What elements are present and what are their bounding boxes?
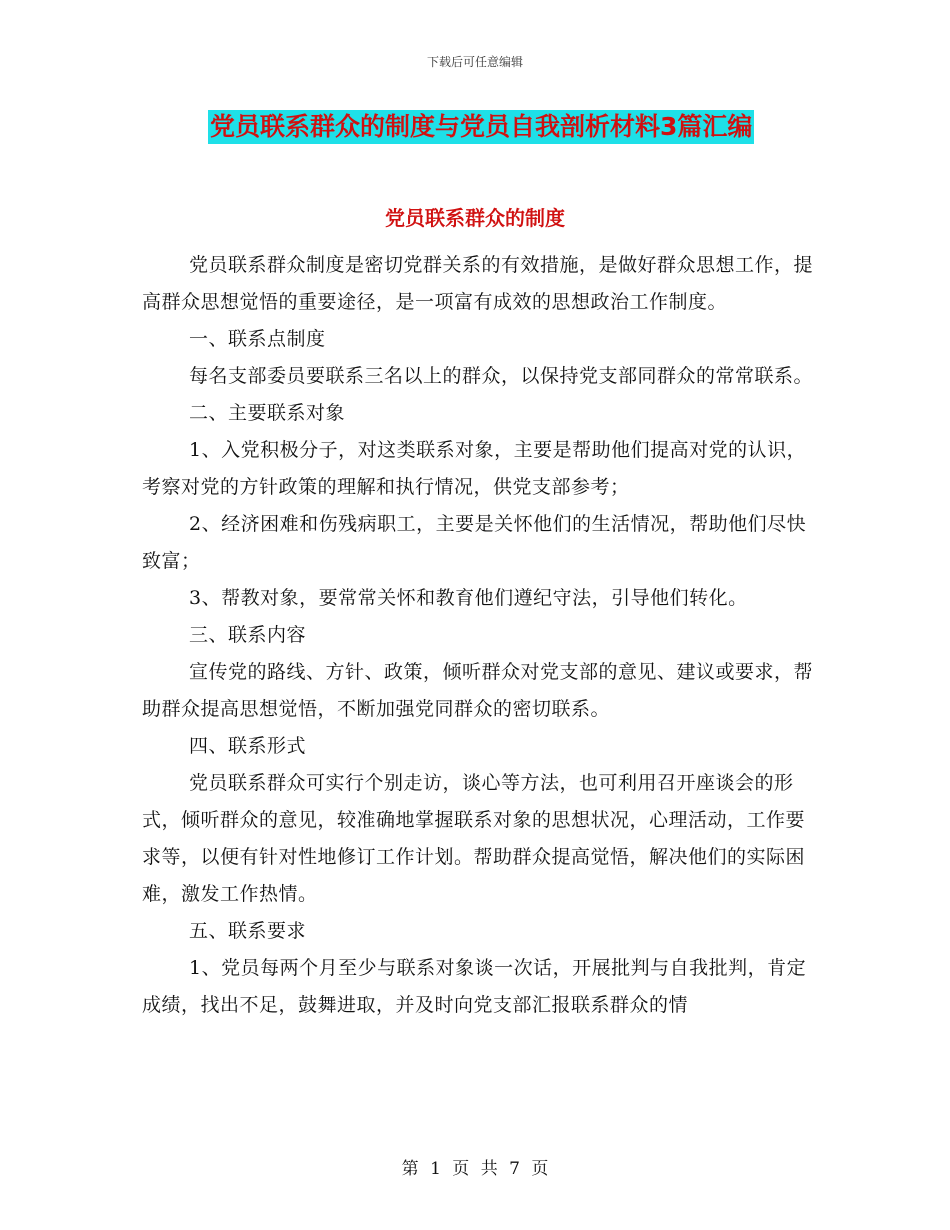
heading-main-contacts: 二、主要联系对象 bbox=[189, 402, 346, 424]
paragraph-contacts-1: 1、入党积极分子，对这类联系对象，主要是帮助他们提高对党的认识，考察对党的方针政策的理解和执行情况，供党支部参考； bbox=[142, 439, 807, 498]
section-title: 党员联系群众的制度 bbox=[385, 206, 565, 230]
paragraph-contact-content: 宣传党的路线、方针、政策，倾听群众对党支部的意见、建议或要求，帮助群众提高思想觉悟，不断加强党同群众的密切联系。 bbox=[142, 661, 814, 720]
paragraph-contact-form: 党员联系群众可实行个别走访，谈心等方法，也可利用召开座谈会的形式，倾听群众的意见，较准确地掌握联系对象的思想状况，心理活动，工作要求等，以便有针对性地修订工作计划。帮助群众提高觉悟，解决他们的实际困难，激发工作热情。 bbox=[142, 772, 806, 905]
paragraph-contact-point: 每名支部委员要联系三名以上的群众，以保持党支部同群众的常常联系。 bbox=[189, 365, 814, 387]
page-number: 第 1 页 共 7 页 bbox=[401, 1159, 549, 1179]
heading-contact-form: 四、联系形式 bbox=[189, 735, 307, 757]
paragraph-intro: 党员联系群众制度是密切党群关系的有效措施，是做好群众思想工作，提高群众思想觉悟的重要途径，是一项富有成效的思想政治工作制度。 bbox=[142, 254, 814, 313]
page-header-note: 下载后可任意编辑 bbox=[426, 55, 523, 69]
heading-contact-point-system: 一、联系点制度 bbox=[189, 328, 326, 350]
paragraph-requirements-1: 1、党员每两个月至少与联系对象谈一次话，开展批判与自我批判，肯定成绩，找出不足，鼓舞进取，并及时向党支部汇报联系群众的情 bbox=[142, 957, 807, 1016]
heading-contact-content: 三、联系内容 bbox=[189, 624, 307, 646]
document-title: 党员联系群众的制度与党员自我剖析材料3篇汇编 bbox=[208, 110, 754, 144]
heading-contact-requirements: 五、联系要求 bbox=[189, 920, 307, 942]
document-body bbox=[142, 247, 822, 1024]
paragraph-contacts-3: 3、帮教对象，要常常关怀和教育他们遵纪守法，引导他们转化。 bbox=[189, 587, 748, 609]
paragraph-contacts-2: 2、经济困难和伤残病职工，主要是关怀他们的生活情况，帮助他们尽快致富； bbox=[142, 513, 807, 572]
